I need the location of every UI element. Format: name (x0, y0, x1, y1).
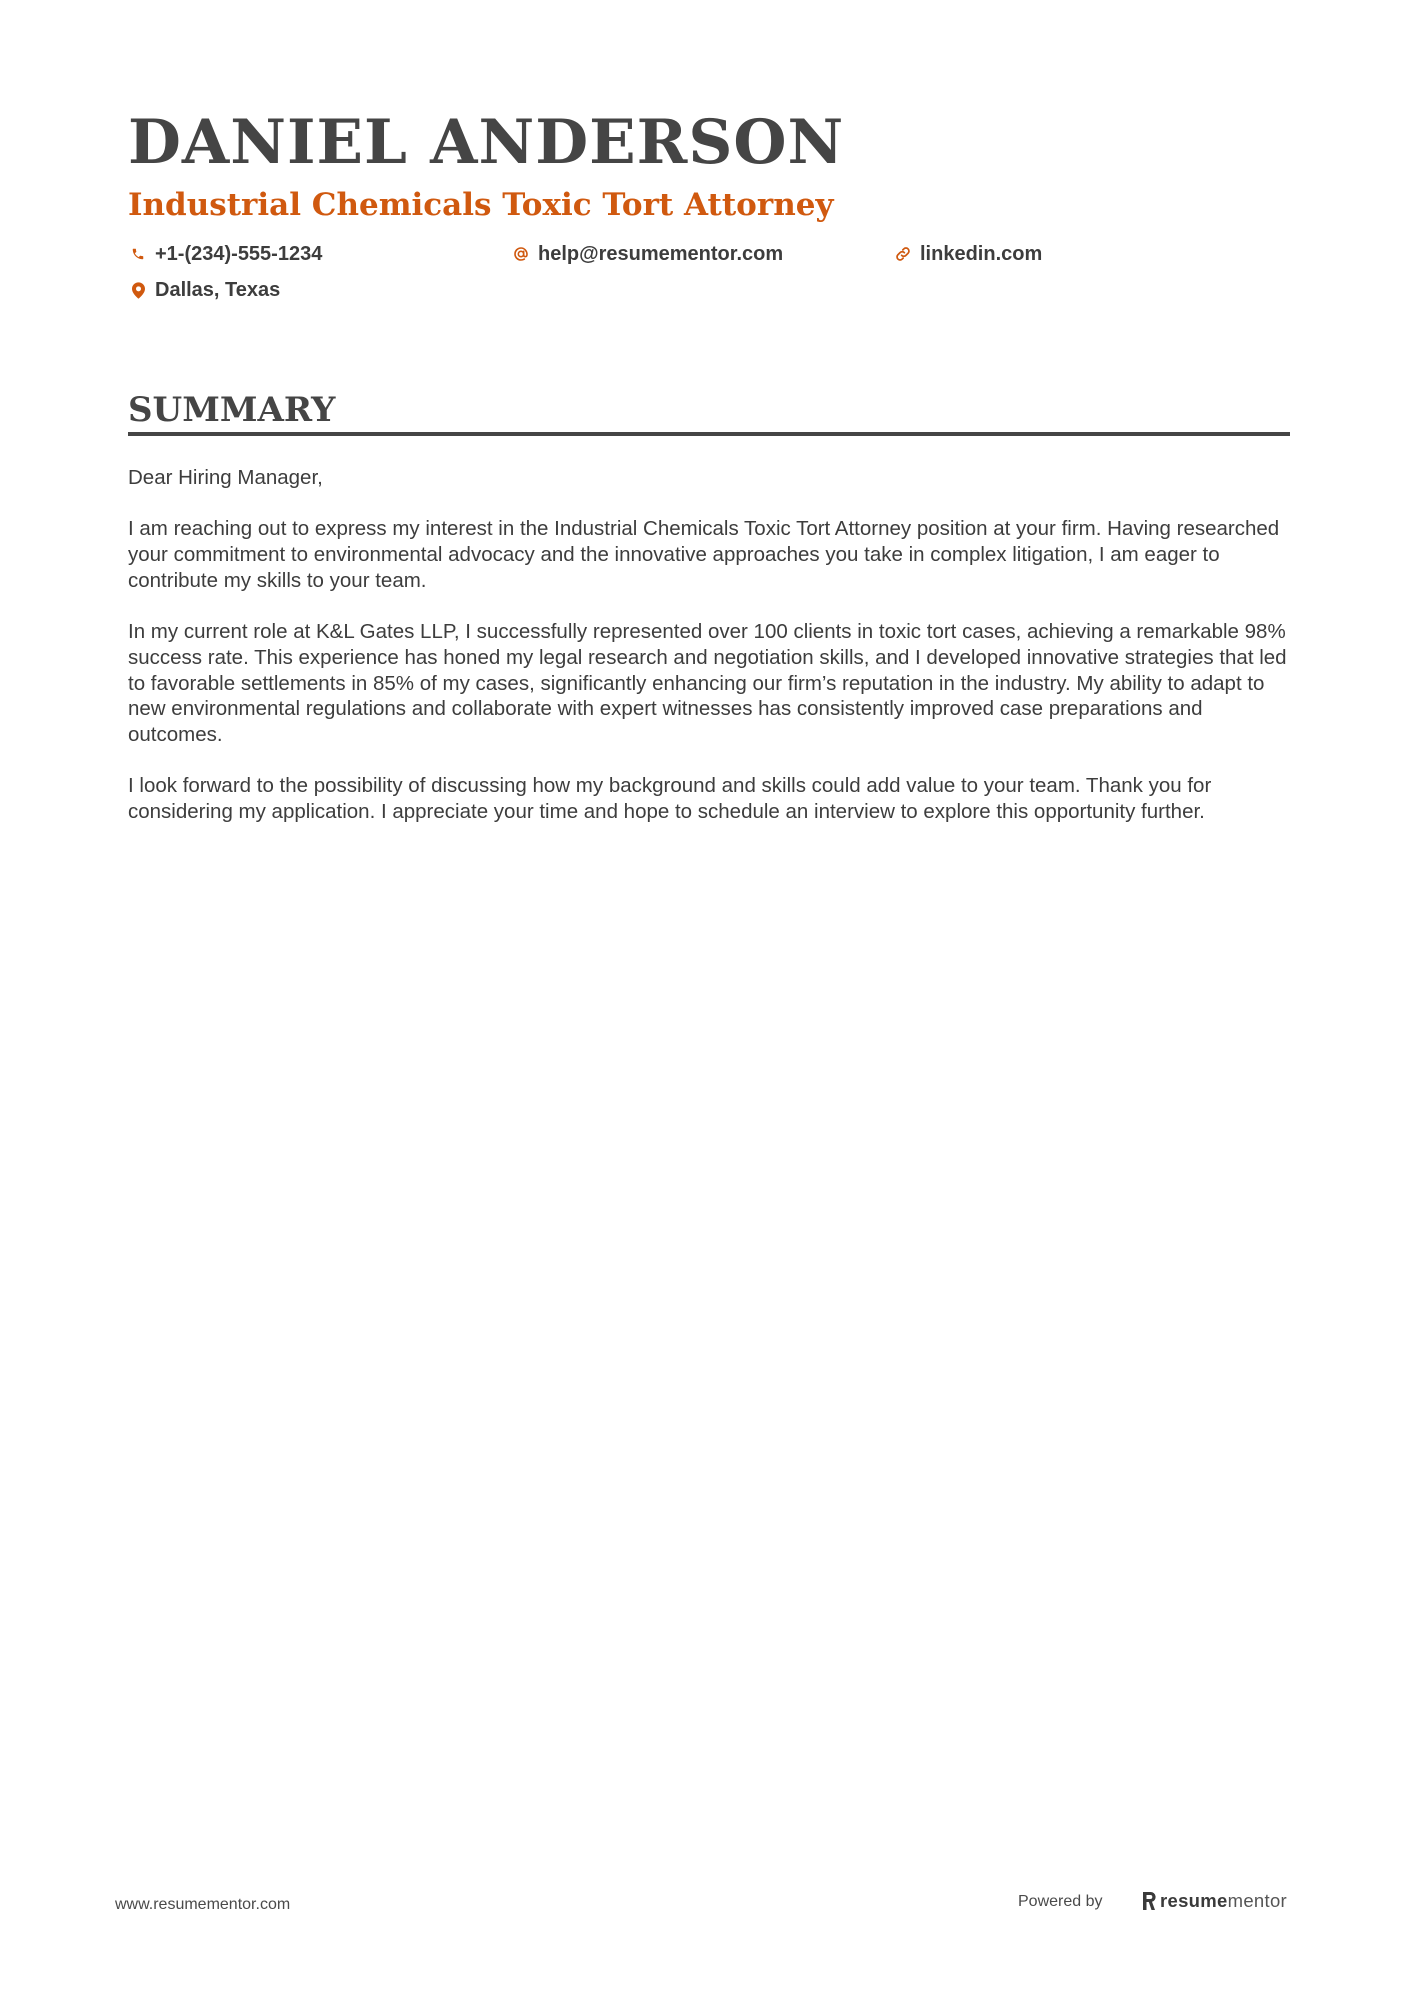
footer-website[interactable]: www.resumementor.com (115, 1896, 291, 1913)
powered-by-label: Powered by (1018, 1893, 1103, 1910)
contact-phone (129, 242, 322, 266)
at-icon (512, 244, 530, 264)
phone-text: +1-(234)-555-1234 (155, 242, 323, 265)
email-link[interactable]: help@resumementor.com (538, 242, 784, 265)
candidate-role: Industrial Chemicals Toxic Tort Attorney (128, 187, 834, 223)
location-text: Dallas, Texas (155, 278, 281, 301)
brand-wordmark: resumementor (1160, 1890, 1288, 1911)
body-paragraph: I look forward to the possibility of discussing how my background and skills could add value to your team. Thank you for considering my application. I appreciate your time and hope to schedule an interview to explore this opportunity further. (128, 774, 1212, 824)
salutation: Dear Hiring Manager, (128, 466, 323, 489)
summary-body (128, 465, 1293, 850)
resumementor-logo[interactable] (1141, 1890, 1287, 1912)
map-pin-icon (129, 280, 147, 300)
link-icon (894, 244, 912, 264)
phone-icon (129, 244, 147, 264)
section-divider (128, 432, 1290, 436)
body-paragraph: In my current role at K&L Gates LLP, I successfully represented over 100 clients in toxic tort cases, achieving a remarkable 98% success rate. This experience has honed my legal research and negotiation skills, and I developed innovative strategies that led to favorable settlements in 85% of my cases, significantly enhancing our firm’s reputation in the industry. My ability to adapt to new environmental regulations and collaborate with expert witnesses has consistently improved case preparations and outcomes. (128, 620, 1287, 746)
contact-location (129, 278, 280, 302)
body-paragraph: I am reaching out to express my interest in the Industrial Chemicals Toxic Tort Attorney position at your firm. Having researched your commitment to environmental advocacy and the innovative approaches you take in complex litigation, I am eager to contribute my skills to your team. (128, 517, 1280, 592)
linkedin-link[interactable]: linkedin.com (920, 242, 1043, 265)
candidate-name: DANIEL ANDERSON (128, 107, 845, 178)
contact-linkedin[interactable] (894, 242, 1042, 266)
contact-email[interactable] (512, 242, 783, 266)
resumementor-logo-icon (1141, 1891, 1157, 1911)
summary-heading: SUMMARY (128, 390, 336, 430)
